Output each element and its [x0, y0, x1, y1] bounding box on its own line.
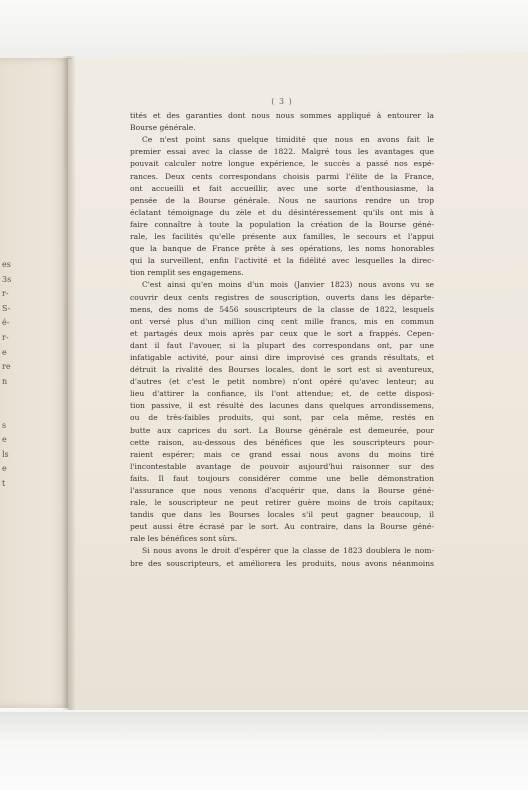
text-line: ont accueilli et fait accueillir, avec une sorte d'enthousiasme, la	[130, 183, 434, 193]
text-line: faire connaître à toute la population la création de la Bourse géné-	[130, 219, 434, 229]
text-line: tités et des garanties dont nous nous sommes appliqué à entourer la	[130, 111, 434, 121]
text-line: détruit la rivalité des Bourses locales, dont le sort est si aventureux,	[130, 365, 434, 375]
text-line: mens, des noms de 5456 souscripteurs de la classe de 1822, lesquels	[130, 304, 434, 314]
page-number: ( 3 )	[271, 97, 293, 106]
text-line: tion remplit ses engagemens.	[130, 268, 244, 278]
text-line: dant il faut l'avouer, si la plupart des correspondans ont, par une	[130, 340, 434, 350]
text-line: cette raison, au-dessous des bénéfices que les souscripteurs pour-	[130, 437, 434, 447]
text-line: rale, le souscripteur ne peut retirer guère moins de trois capitaux;	[130, 498, 434, 508]
text-line: faits. Il faut toujours considérer comme une belle démonstration	[130, 473, 434, 483]
text-line: raient espérer; mais ce grand essai nous avons du moins tiré	[130, 449, 434, 459]
left-page-margin-text: es 3s r- S- é- r- e re n s e ls e t	[2, 260, 12, 488]
text-line: qui la surveillent, enfin l'activité et la fidélité avec lesquelles la direc-	[130, 256, 434, 266]
text-line: butte aux caprices du sort. La Bourse générale est demeurée, pour	[130, 425, 434, 435]
text-lines	[130, 110, 434, 570]
text-line: lieu d'attirer la confiance, ils l'ont attendue; et, de cette disposi-	[130, 389, 434, 399]
text-line: Si nous avons le droit d'espérer que la classe de 1823 doublera le nom-	[142, 546, 434, 556]
text-line: et partagés deux mois après par ceux que le sort a frappés. Cepen-	[130, 328, 434, 338]
text-line: ont versé plus d'un million cinq cent mille francs, mis en commun	[130, 316, 434, 326]
text-line: d'autres (et c'est le petit nombre) n'ont opéré qu'avec lenteur; au	[130, 377, 434, 387]
text-line: bre des souscripteurs, et améliorera les produits, nous avons néanmoins	[130, 558, 434, 568]
text-line: rale les bénéfices sont sûrs.	[130, 534, 238, 544]
text-line: C'est ainsi qu'en moins d'un mois (Janvier 1823) nous avons vu se	[142, 280, 434, 290]
text-line: tandis que dans les Bourses locales s'il peut gagner beaucoup, il	[130, 510, 434, 520]
text-line: rances. Deux cents correspondans choisis parmi l'élite de la France,	[130, 171, 434, 181]
text-line: éclatant témoignage du zèle et du désintéressement qu'ils ont mis à	[130, 207, 434, 217]
text-line: pouvait calculer notre longue expérience, le succès a passé nos espé-	[130, 159, 434, 169]
text-line: infatigable activité, pour ainsi dire improvisé ces grands résultats, et	[130, 352, 434, 362]
text-line: que la banque de France prête à ses opérations, les noms honorables	[130, 244, 434, 254]
text-line: tion passive, il est résulté des lacunes dans quelques arrondissemens,	[130, 401, 434, 411]
book-gutter-shadow	[62, 56, 76, 710]
text-line: premier essai avec la classe de 1822. Malgré tous les avantages que	[130, 147, 434, 157]
text-line: l'assurance que nous venons d'acquérir que, dans la Bourse géné-	[130, 486, 434, 495]
text-line: couvrir deux cents registres de souscription, ouverts dans les départe-	[130, 292, 434, 302]
text-line: l'incontestable avantage de pouvoir aujourd'hui raisonner sur des	[130, 461, 434, 471]
text-line: Bourse générale.	[130, 123, 196, 133]
backdrop-top	[0, 0, 528, 60]
text-line: rale, les facilités qu'elle présente aux familles, le secours et l'appui	[130, 232, 434, 242]
backdrop-bottom	[0, 712, 528, 790]
text-line: peut aussi être écrasé par le sort. Au contraire, dans la Bourse géné-	[130, 522, 434, 532]
text-line: ou de très-faibles produits, qui sont, par cela même, restés en	[130, 413, 434, 423]
page-text-block	[130, 96, 434, 570]
text-line: pensée de la Bourse générale. Nous ne saurions rendre un trop	[130, 195, 434, 205]
text-line: Ce n'est point sans quelque timidité que nous en avons fait le	[142, 135, 434, 145]
